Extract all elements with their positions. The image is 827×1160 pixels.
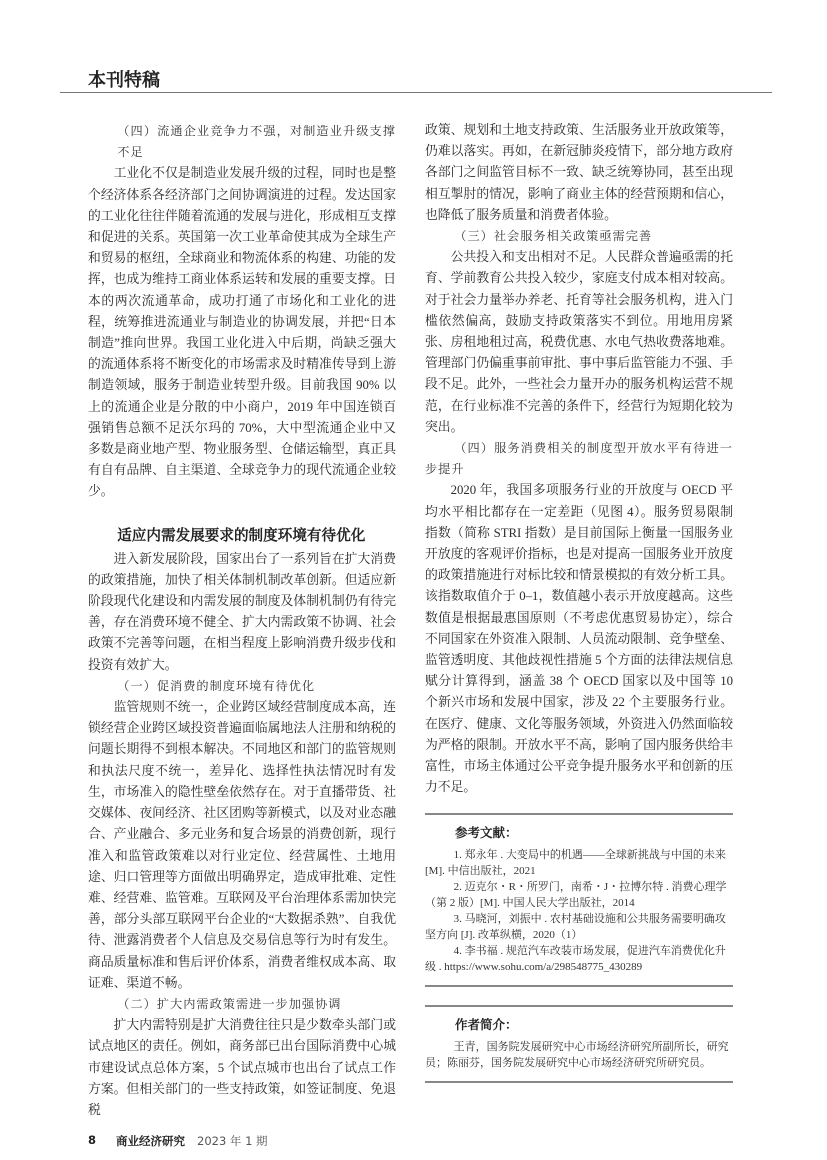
- paragraph: 政策、规划和土地支持政策、生活服务业开放政策等，仍难以落实。再如，在新冠肺炎疫情下，部分地方政府各部门之间监管目标不一致、缺乏统筹协同，甚至出现相互掣肘的情况，影响了商业主体的经营预期和信心，也降低了服务质量和消费者体验。: [425, 123, 733, 222]
- references-box: [425, 815, 733, 985]
- reference-item: 2. 迈克尔・R・所罗门，南希・J・拉博尔特 . 消费心理学（第 2 版）[M]. 中国人民大学出版社，2014: [425, 880, 727, 909]
- page-footer: [88, 1133, 396, 1149]
- paragraph: 进入新发展阶段，国家出台了一系列旨在扩大消费的政策措施，加快了相关体制机制改革创新。但适应新阶段现代化建设和内需发展的制度及体制机制仍有待完善，存在消费环境不健全、扩大内需政策不协调、社会政策不完善等问题，在相当程度上影响消费升级步伐和投资有效扩大。: [88, 551, 396, 672]
- reference-item: 1. 郑永年 . 大变局中的机遇——全球新挑战与中国的未来 [M]. 中信出版社，2021: [425, 848, 726, 877]
- paragraph: 2020 年，我国多项服务行业的开放度与 OECD 平均水平相比都存在一定差距（见图 4）。服务贸易限制指数（简称 STRI 指数）是目前国际上衡量一国服务业开放度的客观评价指标，也是对提高一国服务业开放度的政策措施进行对标比较和情景模拟的有效分析工具。该指数取值介于 0–1，数值越小表示开放度越高。这些数值是根据最惠国原则（不考虑优惠贸易协定），综合不同国家在外资准入限制、人员流动限制、竞争壁垒、监管透明度、其他歧视性措施 5 个方面的法律法规信息赋分计算得到，涵盖 38 个 OECD 国家以及中国等 10 个新兴市场和发展中国家，涉及 22 个主要服务行业。在医疗、健康、文化等服务领域，外资进入仍然面临较为严格的限制。开放水平不高，影响了国内服务供给丰富性，市场主体通过公平竞争提升服务水平和创新的压力不足。: [425, 483, 733, 795]
- subheading: （四）流通企业竞争力不强，对制造业升级支撑不足: [117, 124, 396, 160]
- paragraph: 监管规则不统一，企业跨区域经营制度成本高，连锁经营企业跨区域投资普遍面临属地法人注册和纳税的问题长期得不到根本解决。不同地区和部门的监管规则和执法尺度不统一，差异化、选择性执法情况时有发生，市场准入的隐性壁垒依然存在。对于直播带货、社交媒体、夜间经济、社区团购等新模式，以及对业态融合、产业融合、多元业务和复合场景的消费创新，现行准入和监管政策难以对行业定位、经营属性、土地用途、归口管理等方面做出明确界定，造成审批难、定性难、经营难、监管难。互联网及平台治理体系需加快完善，部分头部互联网平台企业的“大数据杀熟”、自我优待、泄露消费者个人信息及交易信息等行为时有发生。商品质量标准和售后评价体系，消费者维权成本高、取证难、渠道不畅。: [88, 700, 396, 990]
- paragraph: 扩大内需特别是扩大消费往往只是少数牵头部门或试点地区的责任。例如，商务部已出台国际消费中心城市建设试点总体方案，5 个试点城市也出台了试点工作方案。但相关部门的一些支持政策，如签证制度、免退税: [88, 1018, 396, 1117]
- left-area: [88, 121, 396, 1149]
- subheading: （二）扩大内需政策需进一步加强协调: [117, 996, 342, 1011]
- author-text: 王青，国务院发展研究中心市场经济研究所副所长，研究员；陈丽芬，国务院发展研究中心市场经济研究所研究员。: [425, 1040, 729, 1069]
- subheading: （四）服务消费相关的制度型开放水平有待进一步提升: [425, 441, 733, 477]
- right-area: [425, 120, 733, 1083]
- section-header: 本刊特稿: [88, 70, 160, 91]
- right-column: [425, 120, 733, 799]
- header-rule: [60, 92, 772, 93]
- page-number: 8: [88, 1133, 97, 1148]
- subheading: （三）社会服务相关政策亟需完善: [454, 229, 653, 244]
- section-title: 适应内需发展要求的制度环境有待优化: [117, 526, 366, 544]
- author-box: [425, 1007, 733, 1081]
- divider: [425, 1081, 733, 1083]
- paragraph: 工业化不仅是制造业发展升级的过程，同时也是整个经济体系各经济部门之间协调演进的过程。发达国家的工业化往往伴随着流通的发展与进化，形成相互支撑和促进的关系。英国第一次工业革命使其成为全球生产和贸易的枢纽，全球商业和物流体系的构建、功能的发挥，也成为维持工商业体系运转和发展的重要支撑。日本的两次流通革命，成功打通了市场化和工业化的进程，统筹推进流通业与制造业的协调发展，并把“日本制造”推向世界。我国工业化进入中后期，尚缺乏强大的流通体系将不断变化的市场需求及时精准传导到上游制造领域，服务于制造业转型升级。目前我国 90% 以上的流通企业是分散的中小商户，2019 年中国连锁百强销售总额不足沃尔玛的 70%，大中型流通企业中又多数是商业地产型、物业服务型、仓储运输型，真正具有自有品牌、自主渠道、全球竞争力的现代流通企业较少。: [88, 166, 396, 499]
- references-title: 参考文献：: [455, 824, 518, 840]
- left-column: [88, 121, 396, 1121]
- subheading: （一）促消费的制度环境有待优化: [117, 678, 316, 693]
- reference-item: 3. 马晓河，刘振中 . 农村基础设施和公共服务需要明确攻坚方向 [J]. 改革纵横，2020（1）: [425, 912, 726, 941]
- paragraph: 公共投入和支出相对不足。人民群众普遍亟需的托育、学前教育公共投入较少，家庭支付成本相对较高。对于社会力量举办养老、托育等社会服务机构，进入门槛依然偏高，鼓励支持政策落实不到位。用地用房紧张、房租地租过高，税费优惠、水电气热收费落地难。管理部门仍偏重事前审批、事中事后监管能力不强、手段不足。此外，一些社会力量开办的服务机构运营不规范，在行业标准不完善的条件下，经营行为短期化较为突出。: [425, 250, 733, 434]
- reference-item: 4. 李书福 . 规范汽车改装市场发展，促进汽车消费优化升级 . https://www.sohu.com/a/298548775_430289: [425, 944, 726, 973]
- divider: [425, 985, 733, 987]
- issue: 2023 年 1 期: [197, 1134, 268, 1149]
- author-title: 作者简介：: [455, 1016, 518, 1032]
- journal-name: 商业经济研究: [116, 1134, 185, 1149]
